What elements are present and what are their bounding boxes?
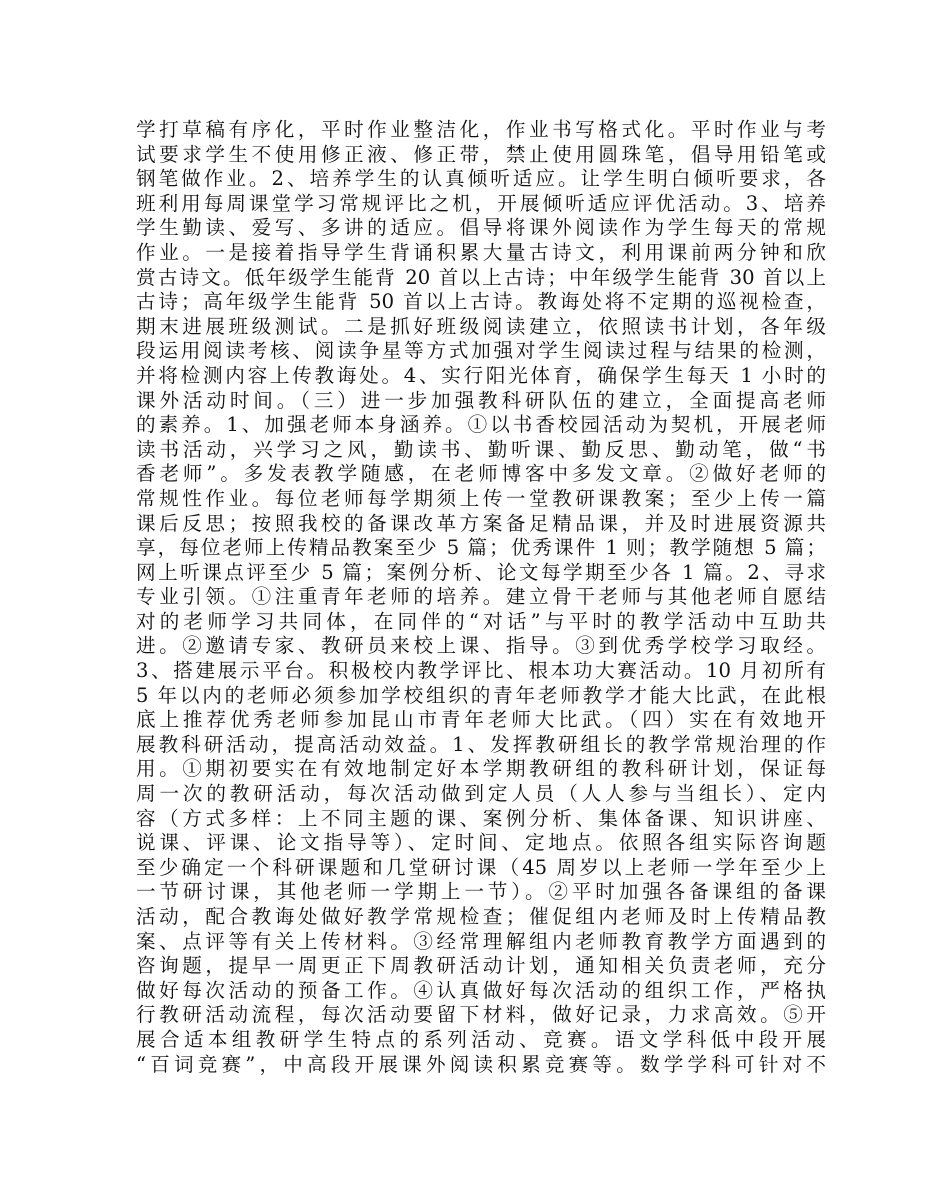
text-line: 享，每位老师上传精品教案至少 5 篇；优秀课件 1 则；教学随想 5 篇； <box>136 536 826 560</box>
text-line: 学生勤读、爱写、多讲的适应。倡导将课外阅读作为学生每天的常规 <box>136 216 826 240</box>
text-line: 展合适本组教研学生特点的系列活动、竞赛。语文学科低中段开展 <box>136 1027 826 1051</box>
text-line: 作业。一是接着指导学生背诵积累大量古诗文，利用课前两分钟和欣 <box>136 240 826 264</box>
text-line: 进。②邀请专家、教研员来校上课、指导。③到优秀学校学习取经。 <box>136 634 826 658</box>
text-line: 做好每次活动的预备工作。④认真做好每次活动的组织工作，严格执 <box>136 978 826 1002</box>
text-line: 一节研讨课，其他老师一学期上一节）。②平时加强各备课组的备课 <box>136 880 826 904</box>
text-line: 期末进展班级测试。二是抓好班级阅读建立，依照读书计划，各年级 <box>136 314 826 338</box>
text-line: 行教研活动流程，每次活动要留下材料，做好记录，力求高效。⑤开 <box>136 1003 826 1027</box>
text-line: 课后反思；按照我校的备课改革方案备足精品课，并及时进展资源共 <box>136 511 826 535</box>
text-line: 对的老师学习共同体，在同伴的“对话”与平时的教学活动中互助共 <box>136 609 826 633</box>
text-line: 读书活动，兴学习之风，勤读书、勤听课、勤反思、勤动笔，做“书 <box>136 437 826 461</box>
text-line: 课外活动时间。（三）进一步加强教科研队伍的建立，全面提高老师 <box>136 388 826 412</box>
text-line: 5 年以内的老师必须参加学校组织的青年老师教学才能大比武，在此根 <box>136 683 826 707</box>
text-line: 试要求学生不使用修正液、修正带，禁止使用圆珠笔，倡导用铅笔或 <box>136 142 826 166</box>
text-line: 案、点评等有关上传材料。③经常理解组内老师教育教学方面遇到的 <box>136 929 826 953</box>
body-text <box>136 118 826 1077</box>
text-line: 赏古诗文。低年级学生能背 20 首以上古诗；中年级学生能背 30 首以上 <box>136 265 826 289</box>
text-line: 咨询题，提早一周更正下周教研活动计划，通知相关负责老师，充分 <box>136 954 826 978</box>
text-line: 并将检测内容上传教诲处。4、实行阳光体育，确保学生每天 1 小时的 <box>136 363 826 387</box>
text-line: 至少确定一个科研课题和几堂研讨课（45 周岁以上老师一学年至少上 <box>136 855 826 879</box>
text-line: 底上推荐优秀老师参加昆山市青年老师大比武。（四）实在有效地开 <box>136 708 826 732</box>
text-line: “百词竞赛”，中高段开展课外阅读积累竞赛等。数学学科可针对不 <box>136 1052 826 1076</box>
text-line: 活动，配合教诲处做好教学常规检查；催促组内老师及时上传精品教 <box>136 905 826 928</box>
text-line: 展教科研活动，提高活动效益。1、发挥教研组长的教学常规治理的作 <box>136 732 826 756</box>
text-line: 的素养。1、加强老师本身涵养。①以书香校园活动为契机，开展老师 <box>136 413 826 437</box>
text-line: 网上听课点评至少 5 篇；案例分析、论文每学期至少各 1 篇。2、寻求 <box>136 560 826 584</box>
text-line: 钢笔做作业。2、培养学生的认真倾听适应。让学生明白倾听要求，各 <box>136 167 826 191</box>
text-line: 说课、评课、论文指导等）、定时间、定地点。依照各组实际咨询题 <box>136 831 826 855</box>
text-line: 班利用每周课堂学习常规评比之机，开展倾听适应评优活动。3、培养 <box>136 191 826 215</box>
text-line: 周一次的教研活动，每次活动做到定人员（人人参与当组长）、定内 <box>136 782 826 806</box>
text-line: 3、搭建展示平台。积极校内教学评比、根本功大赛活动。10 月初所有 <box>136 659 826 683</box>
text-line: 容（方式多样：上不同主题的课、案例分析、集体备课、知识讲座、 <box>136 806 826 830</box>
text-line: 学打草稿有序化，平时作业整洁化，作业书写格式化。平时作业与考 <box>136 118 826 141</box>
text-line: 香老师”。多发表教学随感，在老师博客中多发文章。②做好老师的 <box>136 462 826 486</box>
text-line: 常规性作业。每位老师每学期须上传一堂教研课教案；至少上传一篇 <box>136 486 826 510</box>
text-line: 古诗；高年级学生能背 50 首以上古诗。教诲处将不定期的巡视检查， <box>136 290 826 314</box>
text-line: 用。①期初要实在有效地制定好本学期教研组的教科研计划，保证每 <box>136 757 826 781</box>
text-line: 段运用阅读考核、阅读争星等方式加强对学生阅读过程与结果的检测， <box>136 339 826 363</box>
text-line: 专业引领。①注重青年老师的培养。建立骨干老师与其他老师自愿结 <box>136 585 826 609</box>
